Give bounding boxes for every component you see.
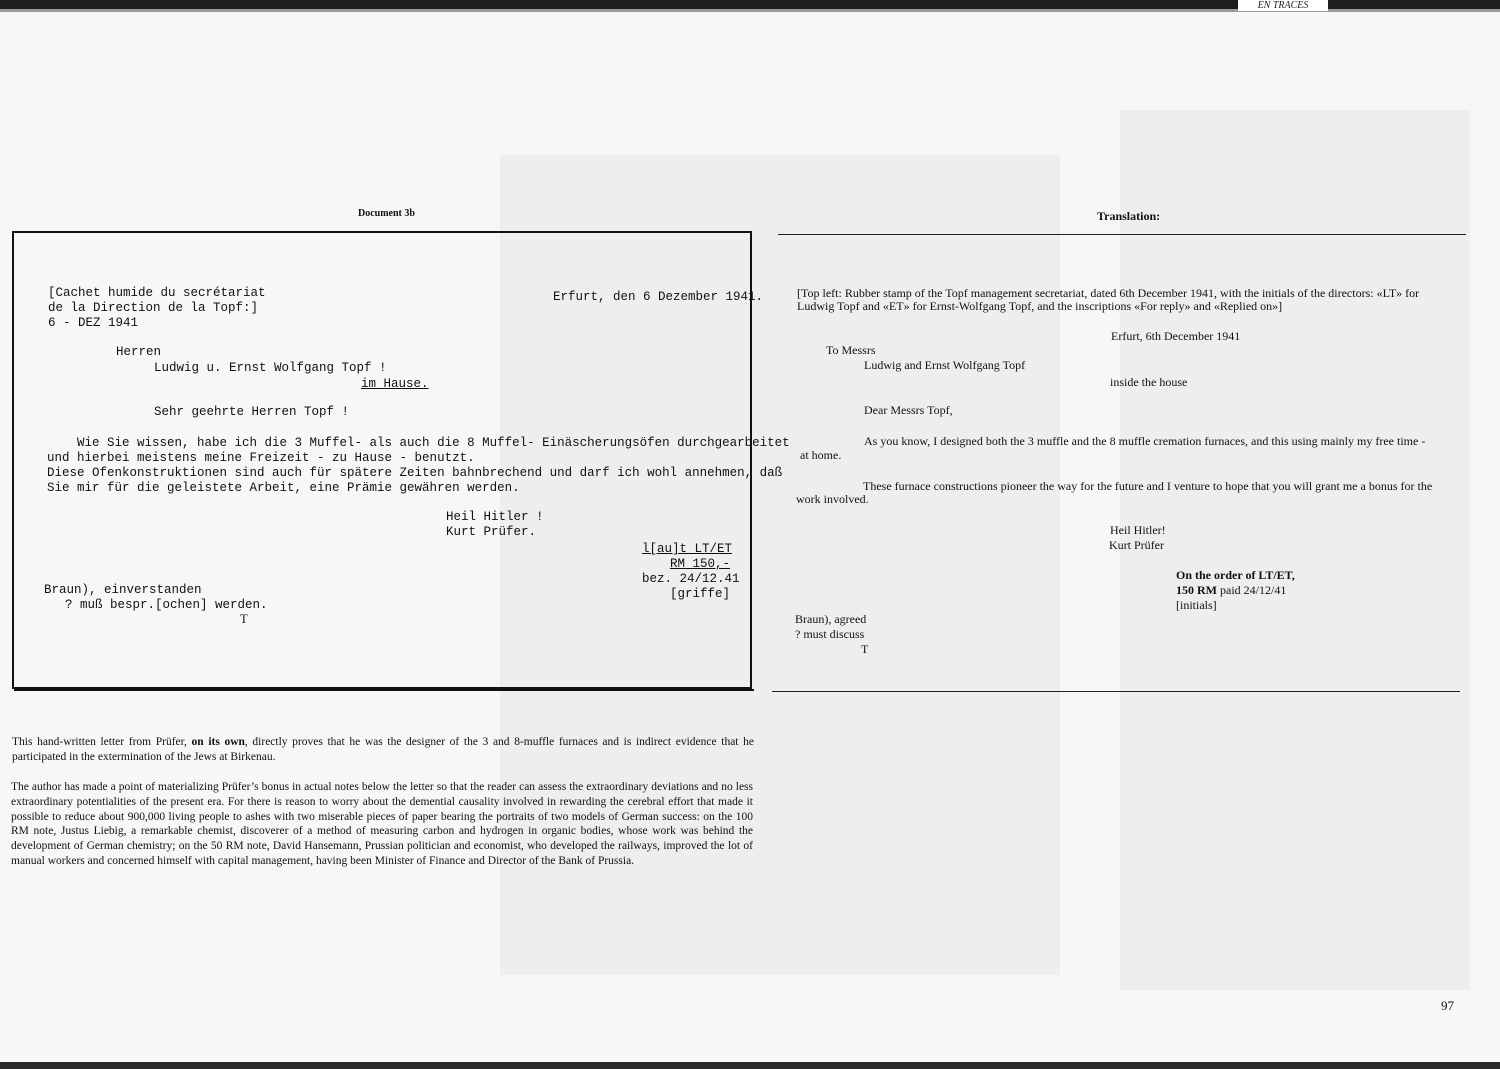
letter-t-mark: T — [240, 612, 248, 626]
translation-t-mark: T — [861, 642, 869, 656]
letter-body-line-3: Diese Ofenkonstruktionen sind auch für spätere Zeiten bahnbrechend und darf ich wohl annehmen, daß — [47, 466, 783, 480]
bonus-note-line-1: l[au]t LT/ET — [642, 542, 733, 556]
document-label: Document 3b — [358, 208, 415, 219]
bonus-note-line-2: RM 150,- — [669, 557, 730, 571]
translation-para1-line-1: As you know, I designed both the 3 muffle and the 8 muffle cremation furnaces, and this using mainly my free time - — [864, 434, 1426, 448]
translation-para2-line-1: These furnace constructions pioneer the way for the future and I venture to hope that you will grant me a bonus for the — [863, 479, 1433, 493]
bleed-through-block-2 — [1120, 110, 1470, 990]
translation-place-date: Erfurt, 6th December 1941 — [1111, 329, 1241, 343]
translation-note-paid: paid 24/12/41 — [1217, 583, 1287, 597]
letter-stamp-note — [48, 286, 266, 331]
letter-im-hause: im Hause. — [361, 377, 429, 391]
translation-braun: Braun), agreed — [795, 612, 867, 626]
translation-stamp-line-2: Ludwig Topf and «ET» for Ernst-Wolfgang Topf, and the inscriptions «For reply» and «Replied on»] — [797, 299, 1283, 313]
letter-body — [47, 436, 790, 496]
letter-bespr-note: ? muß bespr.[ochen] werden. — [65, 598, 268, 612]
translation-note-line-3: [initials] — [1176, 598, 1217, 612]
translation-para1-line-2: at home. — [800, 448, 842, 462]
letter-body-line-4: Sie mir für die geleistete Arbeit, eine Prämie gewähren werden. — [47, 481, 520, 495]
scan-bottom-edge — [0, 1062, 1500, 1069]
letter-herren: Herren — [116, 345, 162, 359]
letter-braun-note: Braun), einverstanden — [44, 583, 202, 597]
translation-stamp-line-1: [Top left: Rubber stamp of the Topf management secretariat, dated 6th December 1941, with the initials of the directors: «LT» for — [797, 286, 1420, 300]
top-right-scrawl: EN TRACES — [1238, 0, 1328, 11]
commentary-p1-suffix: , directly proves that he was the designer of the 3 and 8-muffle furnaces and is indirect evidence that he participated in the extermination of the Jews at Birkenau. — [12, 736, 754, 763]
translation-bottom-rule — [772, 691, 1460, 692]
letter-signature: Kurt Prüfer. — [446, 525, 537, 539]
commentary-paragraph-1 — [12, 735, 754, 765]
letter-place-date: Erfurt, den 6 Dezember 1941. — [553, 290, 764, 304]
commentary-p1-prefix: This hand-written letter from Prüfer, — [12, 736, 192, 748]
translation-closing: Heil Hitler! — [1110, 523, 1166, 537]
letter-frame-shadow — [14, 689, 754, 691]
translation-note-line-1: On the order of LT/ET, — [1176, 568, 1295, 582]
translation-discuss: ? must discuss — [795, 627, 865, 641]
stamp-line-2: de la Direction de la Topf:] — [48, 301, 259, 315]
page-number: 97 — [1441, 998, 1454, 1013]
bonus-note-line-3: bez. 24/12.41 — [642, 572, 740, 586]
translation-para2-line-2: work involved. — [796, 492, 869, 506]
translation-label: Translation: — [1097, 209, 1161, 223]
translation-note-amount: 150 RM — [1176, 583, 1217, 597]
letter-bonus-note — [642, 542, 740, 602]
commentary-paragraph-2: The author has made a point of materializing Prüfer’s bonus in actual notes below the letter so that the reader can assess the extraordinary deviations and no less extraordinary potentialities of the present era. For there is reason to worry about the demential causality involved in rewarding the cerebral effort that made it possible to reduce about 900,000 living people to ashes with two miserable pieces of paper bearing the portraits of two models of German success: on the 100 RM note, Justus Liebig, a remarkable chemist, discoverer of a method of measuring carbon and hydrogen in organic bodies, whose work was behind the development of German chemistry; on the 50 RM note, David Hansemann, Prussian politician and economist, who developed the railways, improved the lot of manual workers and concerned himself with capital management, having been Minister of Finance and Director of the Bank of Prussia. — [11, 781, 753, 867]
translation-addressee: Ludwig and Ernst Wolfgang Topf — [864, 358, 1026, 372]
letter-body-line-2: und hierbei meistens meine Freizeit - zu Hause - benutzt. — [47, 451, 475, 465]
letter-closing: Heil Hitler ! — [446, 510, 544, 524]
letter-salutation: Sehr geehrte Herren Topf ! — [154, 405, 350, 419]
translation-inside: inside the house — [1110, 375, 1188, 389]
translation-to: To Messrs — [826, 343, 876, 357]
translation-note-line-2 — [1176, 583, 1286, 598]
bonus-note-line-4: [griffe] — [669, 587, 730, 601]
stamp-line-1: [Cachet humide du secrétariat — [48, 286, 266, 300]
translation-salutation: Dear Messrs Topf, — [864, 403, 953, 417]
letter-body-line-1: Wie Sie wissen, habe ich die 3 Muffel- als auch die 8 Muffel- Einäscherungsöfen durchgearbeitet — [47, 436, 790, 450]
translation-top-rule — [778, 234, 1466, 235]
translation-signature: Kurt Prüfer — [1109, 538, 1164, 552]
stamp-line-3: 6 - DEZ 1941 — [48, 316, 139, 330]
commentary-p1-emphasis: on its own — [191, 736, 245, 748]
letter-addressee: Ludwig u. Ernst Wolfgang Topf ! — [154, 361, 387, 375]
